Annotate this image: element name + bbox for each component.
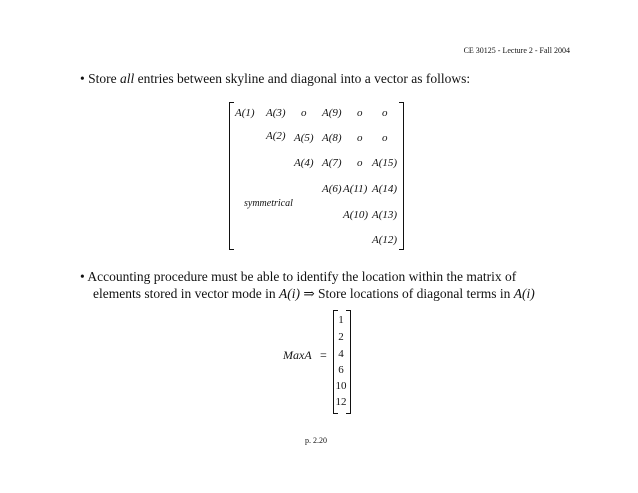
vector-value: 10 [335, 380, 347, 392]
maxa-equals: = [320, 348, 327, 362]
matrix-cell: o [357, 157, 363, 169]
matrix-cell: A(1) [235, 107, 255, 119]
bullet-1-emphasis: all [119, 71, 135, 86]
bullet-2-line-1 [80, 268, 516, 286]
implies-arrow: ⇒ [303, 286, 315, 301]
matrix-right-bracket [399, 102, 404, 250]
vector-value: 4 [338, 348, 344, 360]
matrix-cell: o [357, 132, 363, 144]
matrix-left-bracket [229, 102, 234, 250]
page-number: p. 2.20 [305, 436, 327, 445]
ai-symbol-2: A(i) [513, 286, 535, 301]
bullet-1 [80, 70, 470, 88]
bullet-2-text-2a: elements stored in vector mode in [93, 286, 279, 301]
matrix-cell: o [382, 132, 388, 144]
matrix-cell: A(8) [322, 132, 342, 144]
vector-value: 2 [338, 331, 344, 343]
vector-value: 1 [338, 314, 344, 326]
page-header: CE 30125 - Lecture 2 - Fall 2004 [463, 46, 570, 55]
matrix-cell: A(12) [372, 234, 398, 246]
matrix-cell: A(2) [266, 130, 286, 142]
matrix-cell: A(10) [343, 209, 369, 221]
matrix-cell: o [357, 107, 363, 119]
vector-value: 12 [335, 396, 347, 408]
ai-symbol: A(i) [278, 286, 300, 301]
matrix-cell: A(13) [372, 209, 398, 221]
matrix-cell: A(7) [322, 157, 342, 169]
matrix-cell: A(14) [372, 183, 398, 195]
bullet-2-text-1: Accounting procedure must be able to identify the location within the matrix of [87, 269, 517, 284]
matrix-cell: o [382, 107, 388, 119]
matrix-cell: o [301, 107, 307, 119]
bullet-1-prefix: Store [88, 71, 120, 86]
matrix-cell: A(4) [294, 157, 314, 169]
matrix-cell: A(5) [294, 132, 314, 144]
bullet-dot: • [80, 71, 85, 86]
bullet-dot: • [80, 269, 85, 284]
matrix-cell: A(3) [266, 107, 286, 119]
matrix-cell: A(15) [372, 157, 398, 169]
matrix-cell: A(11) [343, 183, 368, 195]
matrix-cell: A(9) [322, 107, 342, 119]
bullet-2-line-2 [93, 285, 535, 303]
symmetric-label: symmetrical [244, 198, 293, 209]
bullet-2-text-2b: Store locations of diagonal terms in [314, 286, 514, 301]
matrix-cell: A(6) [322, 183, 342, 195]
bullet-1-suffix: entries between skyline and diagonal into a vector as follows: [134, 71, 471, 86]
maxa-label: MaxA [283, 348, 312, 362]
vector-value: 6 [338, 364, 344, 376]
